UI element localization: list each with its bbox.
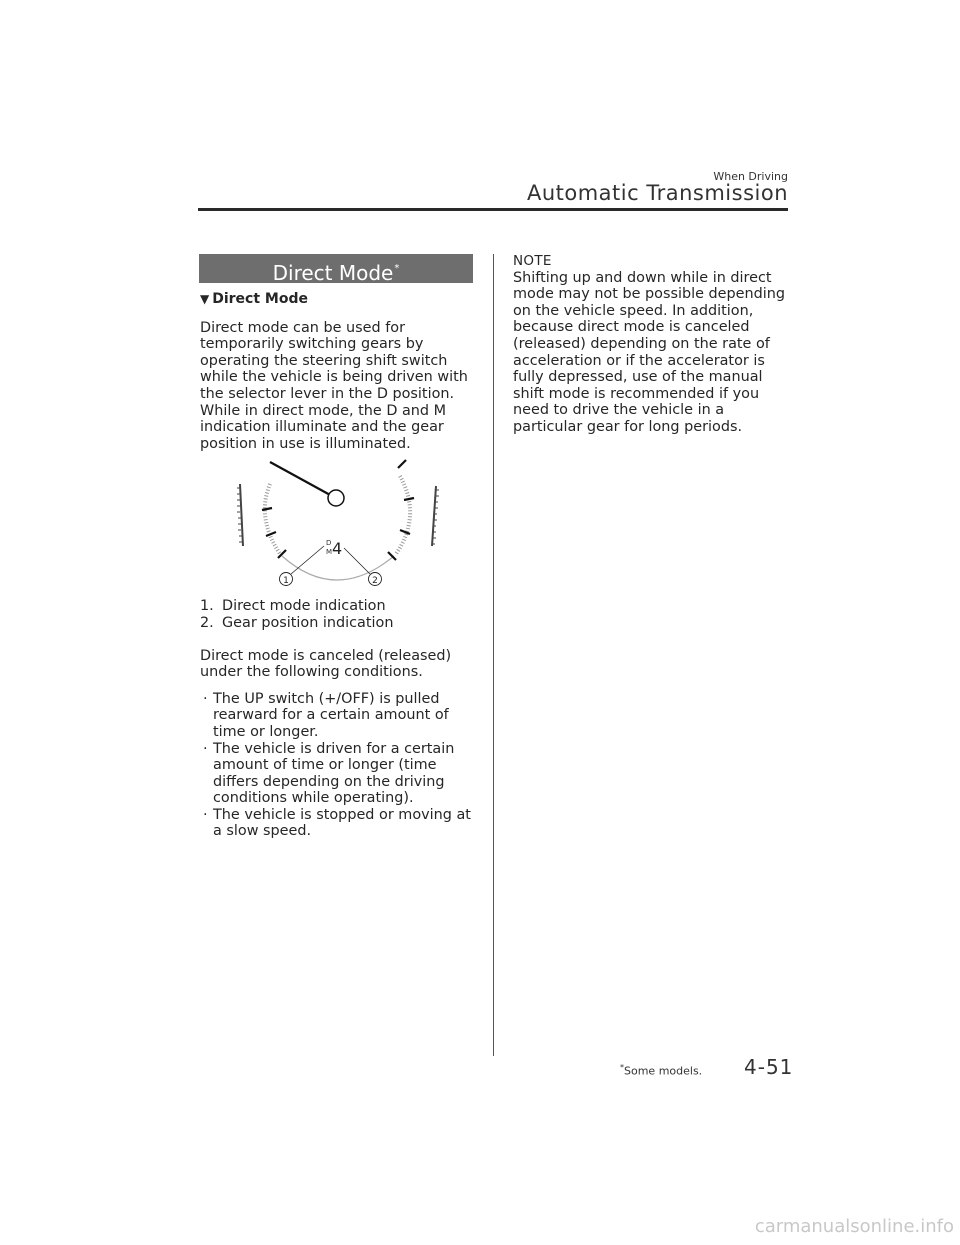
page-number: 4-51 [744,1055,794,1079]
gauge-hub [328,490,344,506]
spacer [200,632,480,648]
condition-item: · The vehicle is stopped or moving at a slow speed. [200,807,480,840]
gauge-right-scale [396,476,410,554]
caption-item [200,615,480,632]
header-rule [198,208,788,211]
section-title: Direct Mode [272,261,394,285]
caption-text: Direct mode indication [222,598,386,615]
gear-m-indicator: M [326,548,333,557]
right-scale-icon [432,486,439,546]
callout-2-label: 2 [372,576,378,587]
triangle-down-icon: ▼ [200,292,210,306]
footer-note [620,1063,702,1078]
callout-1-label: 1 [283,576,289,587]
subheading [200,291,480,308]
callout-line-1 [291,546,324,574]
figure-captions [200,598,480,631]
gear-number: 4 [332,539,343,559]
watermark: carmanualsonline.info [754,1216,954,1237]
tachometer-illustration [200,458,474,592]
footer-asterisk: * [620,1063,624,1072]
right-column [513,253,793,436]
section-asterisk: * [394,263,400,274]
gauge-left-scale [265,484,280,554]
caption-item [200,598,480,615]
column-divider [493,254,494,1056]
note-text: Shifting up and down while in direct mode may not be possible depending on the vehicle speed. In addition, because direct mode is canceled (released) depending on the rate of acceleration or if the accelerator is fully depressed, use of the manual shift mode is recommended if you need to drive the vehicle in a particular gear for long periods. [513,269,785,435]
gear-d-indicator: D [326,539,332,548]
cancel-intro: Direct mode is canceled (released) under the following conditions. [200,647,452,681]
callout-line-2 [344,548,370,574]
gauge-figure [200,458,474,592]
caption-number: 2. [200,614,214,631]
left-scale-icon [237,484,243,546]
header-category: When Driving [713,170,788,183]
footer-note-text: Some models. [624,1064,703,1078]
subheading-text: Direct Mode [212,291,308,307]
condition-item: · The UP switch (+/OFF) is pulled rearward for a certain amount of time or longer. [200,691,480,741]
conditions-list [200,691,480,840]
caption-text: Gear position indication [222,614,394,631]
header-title: Automatic Transmission [526,181,788,205]
gauge-needle [270,462,332,496]
note-title: NOTE [513,253,552,269]
caption-number: 1. [200,598,214,615]
condition-item: · The vehicle is driven for a certain amount of time or longer (time differs depending on the driving conditions while operating). [200,741,480,807]
intro-paragraph: Direct mode can be used for temporarily switching gears by operating the steering shift switch while the vehicle is being driven with the selector lever in the D position. While in direct mode, the D and M indication illuminate and the gear position in use is illuminated. [200,319,468,452]
section-banner [199,254,473,283]
left-column [200,291,480,840]
